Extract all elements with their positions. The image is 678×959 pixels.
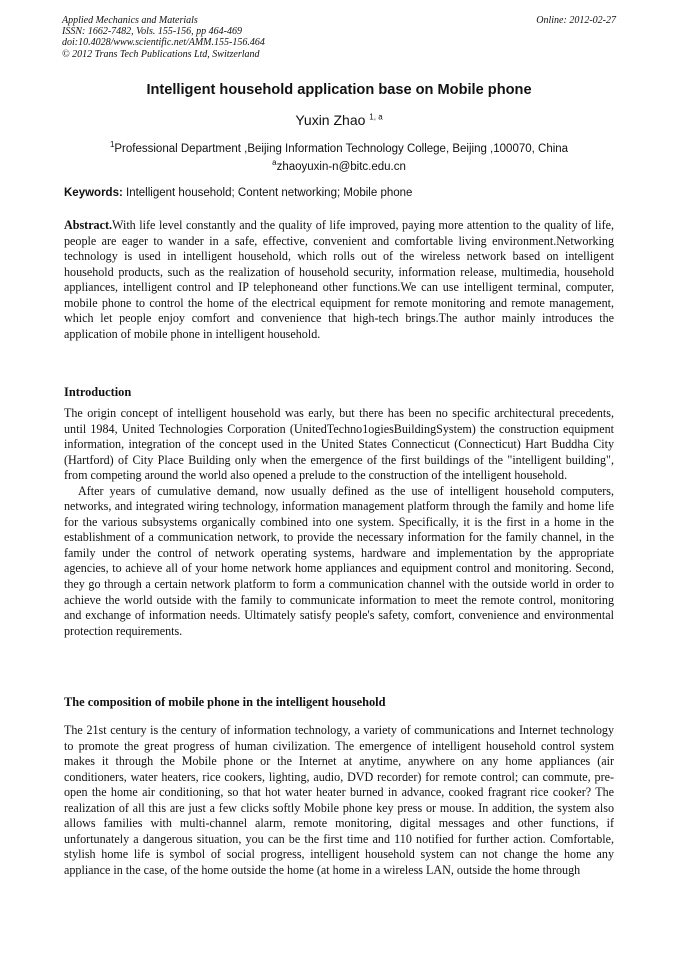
copyright-line: © 2012 Trans Tech Publications Ltd, Switzerland	[62, 48, 260, 60]
composition-paragraph-1: The 21st century is the century of information technology, a variety of communications and Internet technology to promote the great progress of human civilization. The emergence of intelligent household control system makes it through the Mobile phone or the Internet at anytime, anywhere on any home appliances (air conditioners, water heaters, rice cookers, lighting, audio, DVD recorder) for remote control; can commute, pre-open the home air conditioning, so that hot water heater burned in advance, cooked fragrant rice cooker? The realization of all this are just a few clicks softly Mobile phone key press or mouse. In addition, the system also allows families with multi-channel alarm, remote monitoring, digital messages and other functions, if unfortunately a dangerous situation, you can be the first time and 110 notified for further action. Comfortable, stylish home life is symbol of social progress, intelligent household system can not change the home any appliance in the case, of the home outside the home (at home in a wireless LAN, outside the home through	[64, 723, 614, 877]
author-superscript: 1, a	[369, 112, 383, 122]
abstract-text: With life level constantly and the quality of life improved, paying more attention to the quality of life, people are eager to wander in a safe, effective, convenient and comfortable living environment.Networking technology is used in intelligent household, which rolls out of the wireless network based on intelligent household products, such as the realization of household security, information release, multimedia, household appliances, intelligent control and IP telephoneand other functions.We can use intelligent terminal, computer, mobile phone to control the home of the electrical equipment for remote monitoring and remote management, which let people enjoy comfort and convenience that high-tech brings.The author mainly introduces the application of mobile phone in intelligent household.	[64, 218, 614, 341]
keywords-text: Intelligent household; Content networking; Mobile phone	[126, 187, 413, 199]
composition-body	[64, 723, 614, 878]
introduction-body	[64, 406, 614, 639]
author-email: zhaoyuxin-n@bitc.edu.cn	[276, 161, 406, 174]
journal-name: Applied Mechanics and Materials	[62, 15, 198, 26]
introduction-paragraph-1: The origin concept of intelligent household was early, but there has been no specific architectural precedents, until 1984, United Technologies Corporation (UnitedTechno1ogiesBuildingSystem) the construction equipment information, integration of the concept used in the United States Connecticut (Connecticut) Hart Buddha City (Hartford) of City Place Building only when the emergence of the first buildings of the "intelligent building", from competing around the world also opened a prelude to the construction of the intelligent household.	[64, 406, 614, 483]
introduction-heading: Introduction	[64, 385, 132, 399]
email-superscript: a	[272, 158, 277, 168]
paper-title: Intelligent household application base on Mobile phone	[146, 82, 532, 98]
composition-heading: The composition of mobile phone in the intelligent household	[64, 695, 386, 709]
abstract	[64, 218, 614, 342]
author-name: Yuxin Zhao	[295, 112, 366, 128]
doi-line: doi:10.4028/www.scientific.net/AMM.155-156.464	[62, 37, 265, 49]
introduction-paragraph-2: After years of cumulative demand, now usually defined as the use of intelligent household computers, networks, and integrated wiring technology, information management platform through the family and home life for the various subsystems organically combined into one system. Specifically, it is the first in a home in the establishment of a communication network, to provide the necessary information for the family channel, in the family under the control of network operating systems, hardware and implementation by the appropriate agencies, to achieve all of your home network home appliances and equipment control and monitoring. Second, they go through a certain network platform to form a communication channel with the outside world in order to achieve the world outside with the family to communicate information to meet the remote control, monitoring and exchange of information needs. Ultimately satisfy people's safety, comfort, convenience and environmental protection requirements.	[64, 483, 614, 638]
affiliation-line	[40, 138, 638, 156]
keywords-label: Keywords:	[64, 187, 123, 199]
journal-header	[62, 15, 616, 60]
keywords	[64, 187, 616, 199]
affiliation-superscript: 1	[109, 140, 115, 149]
affiliation-block	[40, 138, 638, 175]
abstract-label: Abstract.	[64, 218, 113, 232]
affiliation-text: Professional Department ,Beijing Information Technology College, Beijing ,100070, China	[114, 142, 569, 155]
online-date: Online: 2012-02-27	[536, 15, 616, 26]
author-line	[40, 112, 638, 128]
issn-line: ISSN: 1662-7482, Vols. 155-156, pp 464-469	[62, 26, 242, 38]
email-line	[40, 156, 638, 174]
